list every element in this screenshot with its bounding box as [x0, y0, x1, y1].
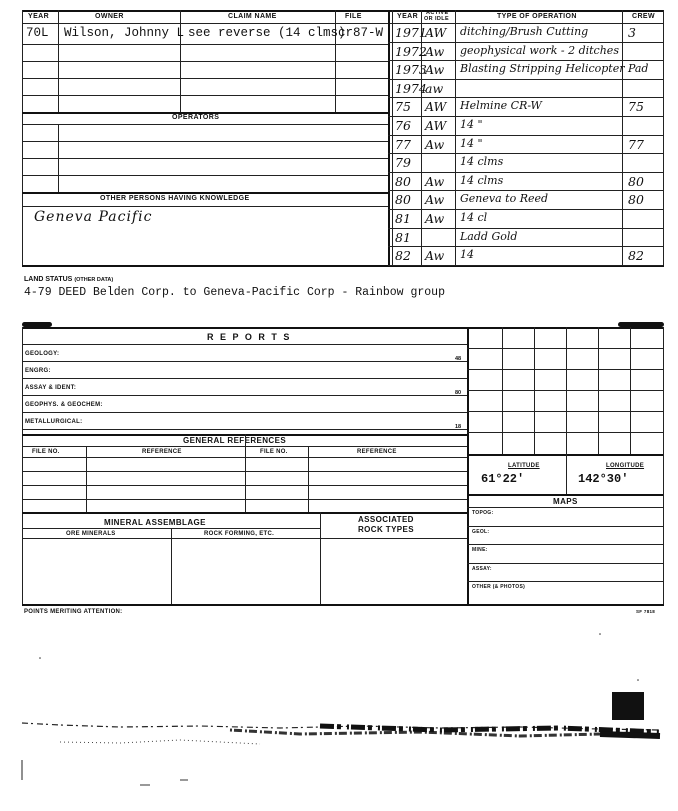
op-year: 82 — [395, 248, 411, 264]
latitude-value: 61°22' — [481, 472, 525, 486]
file-number: cr87-W — [338, 26, 384, 40]
op-type: Geneva to Reed — [460, 192, 549, 206]
report-row-number: 80 — [455, 390, 462, 396]
op-type: Blasting Stripping Helicopter Pad — [460, 62, 649, 76]
operators-heading: OPERATORS — [172, 114, 220, 121]
op-year: 80 — [395, 192, 411, 208]
general-references-title: GENERAL REFERENCES — [183, 436, 287, 445]
ore-minerals-label: ORE MINERALS — [66, 531, 116, 537]
op-crew: 75 — [628, 99, 644, 115]
owner-year: 70L — [26, 26, 49, 40]
op-year: 81 — [395, 229, 411, 245]
op-status: Aw — [425, 136, 445, 152]
land-status-text: 4-79 DEED Belden Corp. to Geneva-Pacific Corp - Rainbow group — [24, 286, 445, 299]
op-type: 14 " — [460, 118, 483, 131]
report-row-label: METALLURGICAL: — [25, 419, 83, 425]
reports-title: R E P O R T S — [207, 332, 292, 342]
form-number: SF 7818 — [636, 609, 656, 614]
report-row-label: ASSAY & IDENT: — [25, 385, 77, 391]
op-status: Aw — [425, 173, 445, 189]
op-type: Ladd Gold — [460, 229, 518, 243]
op-year: 1971 — [395, 25, 427, 40]
report-row-label: GEOLOGY: — [25, 351, 60, 357]
op-year: 79 — [395, 155, 411, 171]
op-year: 75 — [395, 99, 411, 115]
points-meriting-attention: POINTS MERITING ATTENTION: — [24, 609, 123, 615]
op-type: 14 cl — [460, 211, 488, 224]
op-status: Aw — [425, 43, 445, 59]
op-year: 1972 — [395, 43, 427, 59]
op-crew: 82 — [628, 248, 644, 264]
header-or-idle: OR IDLE — [424, 16, 450, 22]
latitude-label: LATITUDE — [508, 463, 540, 469]
op-type: Helmine CR-W — [460, 99, 542, 113]
op-status: Aw — [425, 192, 445, 208]
rock-types-label: ROCK TYPES — [358, 525, 415, 534]
op-status: AW — [425, 118, 447, 133]
op-type: 14 clms — [460, 173, 504, 187]
op-year: 1974 — [395, 80, 427, 96]
op-type: geophysical work - 2 ditches — [460, 43, 619, 57]
ref-col-reference-2: REFERENCE — [357, 449, 397, 455]
header-active: ACTIVE — [426, 10, 449, 16]
op-year: 1973 — [395, 62, 427, 78]
op-type: 14 " — [460, 136, 483, 150]
ref-col-file-2: FILE NO. — [260, 449, 288, 455]
rock-forming-label: ROCK FORMING, ETC. — [204, 531, 275, 537]
op-year: 77 — [395, 136, 411, 152]
op-year: 76 — [395, 118, 411, 133]
mineral-assemblage-title: MINERAL ASSEMBLAGE — [104, 518, 206, 527]
op-type: ditching/Brush Cutting — [460, 25, 589, 38]
op-year: 81 — [395, 211, 411, 226]
report-row-number: 48 — [455, 356, 462, 362]
scan-noise — [0, 630, 678, 811]
op-crew: 80 — [628, 173, 644, 189]
header-owner: OWNER — [95, 13, 124, 20]
op-status: AW — [425, 99, 447, 115]
op-status: Aw — [425, 211, 445, 226]
map-row-label: GEOL: — [472, 528, 490, 535]
op-status: Aw — [425, 248, 445, 264]
map-row-label: ASSAY: — [472, 565, 492, 572]
op-type: 14 — [460, 248, 474, 262]
owner-name: Wilson, Johnny L — [64, 26, 185, 40]
associated-label: ASSOCIATED — [358, 515, 414, 524]
map-row-label: TOPOG: — [472, 510, 494, 516]
report-row-label: ENGRG: — [25, 368, 51, 374]
report-row-label: GEOPHYS. & GEOCHEM: — [25, 402, 103, 408]
header-file: FILE — [345, 13, 362, 20]
scan-artifact-block — [612, 692, 644, 720]
longitude-label: LONGITUDE — [606, 463, 645, 469]
op-status: AW — [425, 25, 447, 40]
maps-title: MAPS — [553, 497, 578, 506]
header-crew: CREW — [632, 13, 655, 20]
claim-name: see reverse (14 clms) — [188, 26, 346, 40]
land-status-label: LAND STATUS (OTHER DATA) — [24, 276, 114, 283]
op-status: aw — [425, 80, 444, 96]
longitude-value: 142°30' — [578, 472, 629, 486]
map-row-label: OTHER (& PHOTOS) — [472, 584, 526, 590]
op-year: 80 — [395, 173, 411, 189]
ref-col-file-1: FILE NO. — [32, 449, 60, 455]
op-type: 14 clms — [460, 155, 504, 169]
op-crew: 77 — [628, 136, 644, 152]
other-persons-heading: OTHER PERSONS HAVING KNOWLEDGE — [100, 195, 250, 202]
op-crew: 80 — [628, 192, 644, 208]
op-status: Aw — [425, 62, 445, 78]
ref-col-reference-1: REFERENCE — [142, 449, 182, 455]
op-crew: 3 — [628, 25, 636, 40]
report-row-number: 18 — [455, 424, 462, 430]
header-year-2: YEAR — [397, 13, 419, 20]
other-persons-value: Geneva Pacific — [34, 209, 153, 225]
header-year: YEAR — [28, 13, 50, 20]
header-type-of-operation: TYPE OF OPERATION — [497, 13, 577, 20]
map-row-label: MINE: — [472, 547, 488, 553]
header-claim-name: CLAIM NAME — [228, 13, 277, 20]
